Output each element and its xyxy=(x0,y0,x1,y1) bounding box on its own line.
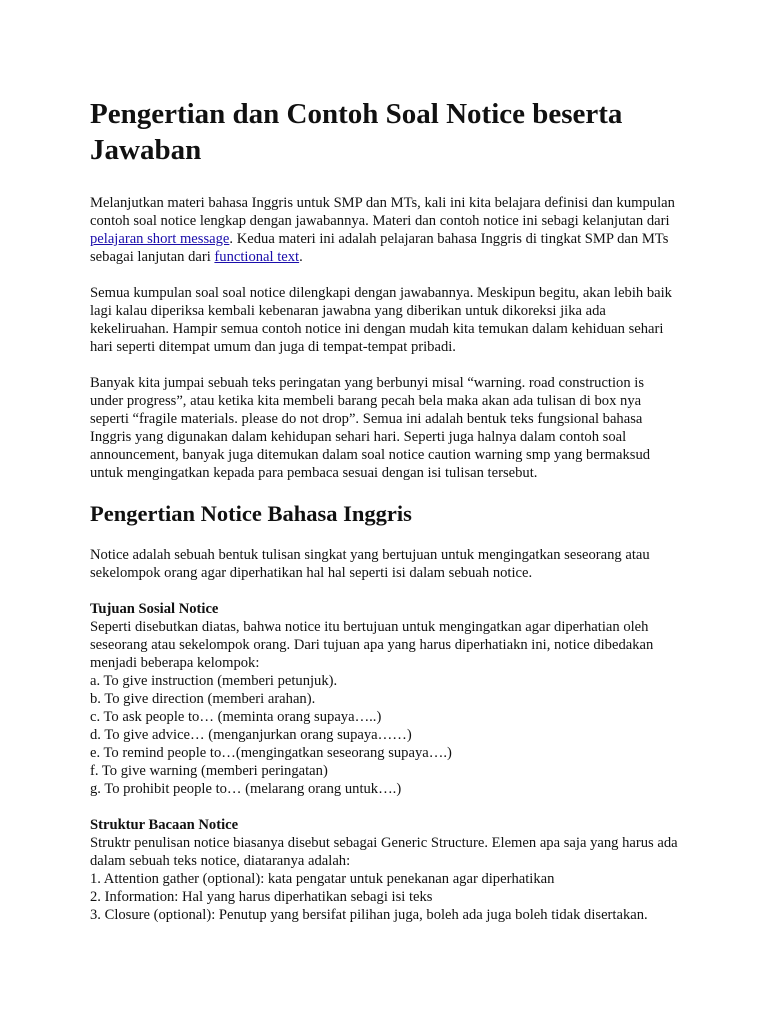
paragraph-examples: Banyak kita jumpai sebuah teks peringatan yang berbunyi misal “warning. road construction is under progress”, atau ketika kita membeli barang pecah bela maka akan ada tulisan di box nya seperti “fragile materials. please do not drop”. Semua ini adalah bentuk teks fungsional bahasa Inggris yang digunakan dalam kehidupan sehari hari. Seperti juga halnya dalam contoh soal announcement, banyak juga ditemukan dalam soal notice caution warning smp yang bermaksud untuk mengingatkan kepada para pembaca sesuai dengan isi tulisan tersebut. xyxy=(90,375,651,481)
list-item: c. To ask people to… (meminta orang supaya…..) xyxy=(90,709,382,725)
list-item: 2. Information: Hal yang harus diperhatikan sebagi isi teks xyxy=(90,889,433,905)
intro-paragraph xyxy=(90,194,680,266)
link-pelajaran-short-message[interactable]: pelajaran short message xyxy=(90,231,230,247)
list-item: a. To give instruction (memberi petunjuk). xyxy=(90,673,338,689)
notice-definition: Notice adalah sebuah bentuk tulisan singkat yang bertujuan untuk mengingatkan seseorang atau sekelompok orang agar diperhatikan hal hal seperti isi dalam sebuah notice. xyxy=(90,547,650,581)
list-item: b. To give direction (memberi arahan). xyxy=(90,691,316,707)
page-title: Pengertian dan Contoh Soal Notice beserta Jawaban xyxy=(90,98,623,166)
list-item: 3. Closure (optional): Penutup yang bersifat pilihan juga, boleh ada juga boleh tidak disertakan. xyxy=(90,907,648,923)
list-item: e. To remind people to…(mengingatkan seseorang supaya….) xyxy=(90,745,452,761)
struktur-text: Struktr penulisan notice biasanya disebut sebagai Generic Structure. Elemen apa saja yang harus ada dalam sebuah teks notice, diataranya adalah: xyxy=(90,835,678,869)
struktur-section xyxy=(90,816,680,924)
link-functional-text[interactable]: functional text xyxy=(214,249,300,265)
list-item: d. To give advice… (menganjurkan orang supaya……) xyxy=(90,727,412,743)
list-item: f. To give warning (memberi peringatan) xyxy=(90,763,328,779)
document-page xyxy=(90,96,680,942)
tujuan-section xyxy=(90,600,680,798)
list-item: 1. Attention gather (optional): kata pengatar untuk penekanan agar diperhatikan xyxy=(90,871,555,887)
struktur-title: Struktur Bacaan Notice xyxy=(90,817,239,833)
intro-text-1: Melanjutkan materi bahasa Inggris untuk SMP dan MTs, kali ini kita belajara definisi dan kumpulan contoh soal notice lengkap dengan jawabannya. Materi dan contoh notice ini sebagi kelanjutan dari xyxy=(90,195,675,229)
intro-text-3: . xyxy=(299,249,303,265)
section-heading-notice: Pengertian Notice Bahasa Inggris xyxy=(90,501,412,526)
tujuan-text: Seperti disebutkan diatas, bahwa notice itu bertujuan untuk mengingatkan agar diperhatian oleh seseorang atau sekelompok orang. Dari tujuan apa yang harus diperhatiakn ini, notice dibedakan menjadi beberapa kelompok: xyxy=(90,619,654,671)
paragraph-answers: Semua kumpulan soal soal notice dilengkapi dengan jawabannya. Meskipun begitu, akan lebih baik lagi kalau diperiksa kembali kebenaran jawabna yang diberikan untuk dikoreksi jika ada kekeliruahan. Hampir semua contoh notice ini dengan mudah kita temukan dalam kehiduan sehari hari seperti ditempat umum dan juga di tempat-tempat pribadi. xyxy=(90,285,672,355)
tujuan-title: Tujuan Sosial Notice xyxy=(90,601,219,617)
list-item: g. To prohibit people to… (melarang orang untuk….) xyxy=(90,781,402,797)
intro-text-2: . Kedua materi ini adalah pelajaran bahasa Inggris di tingkat SMP dan MTs sebagai lanjutan dari xyxy=(90,231,669,265)
